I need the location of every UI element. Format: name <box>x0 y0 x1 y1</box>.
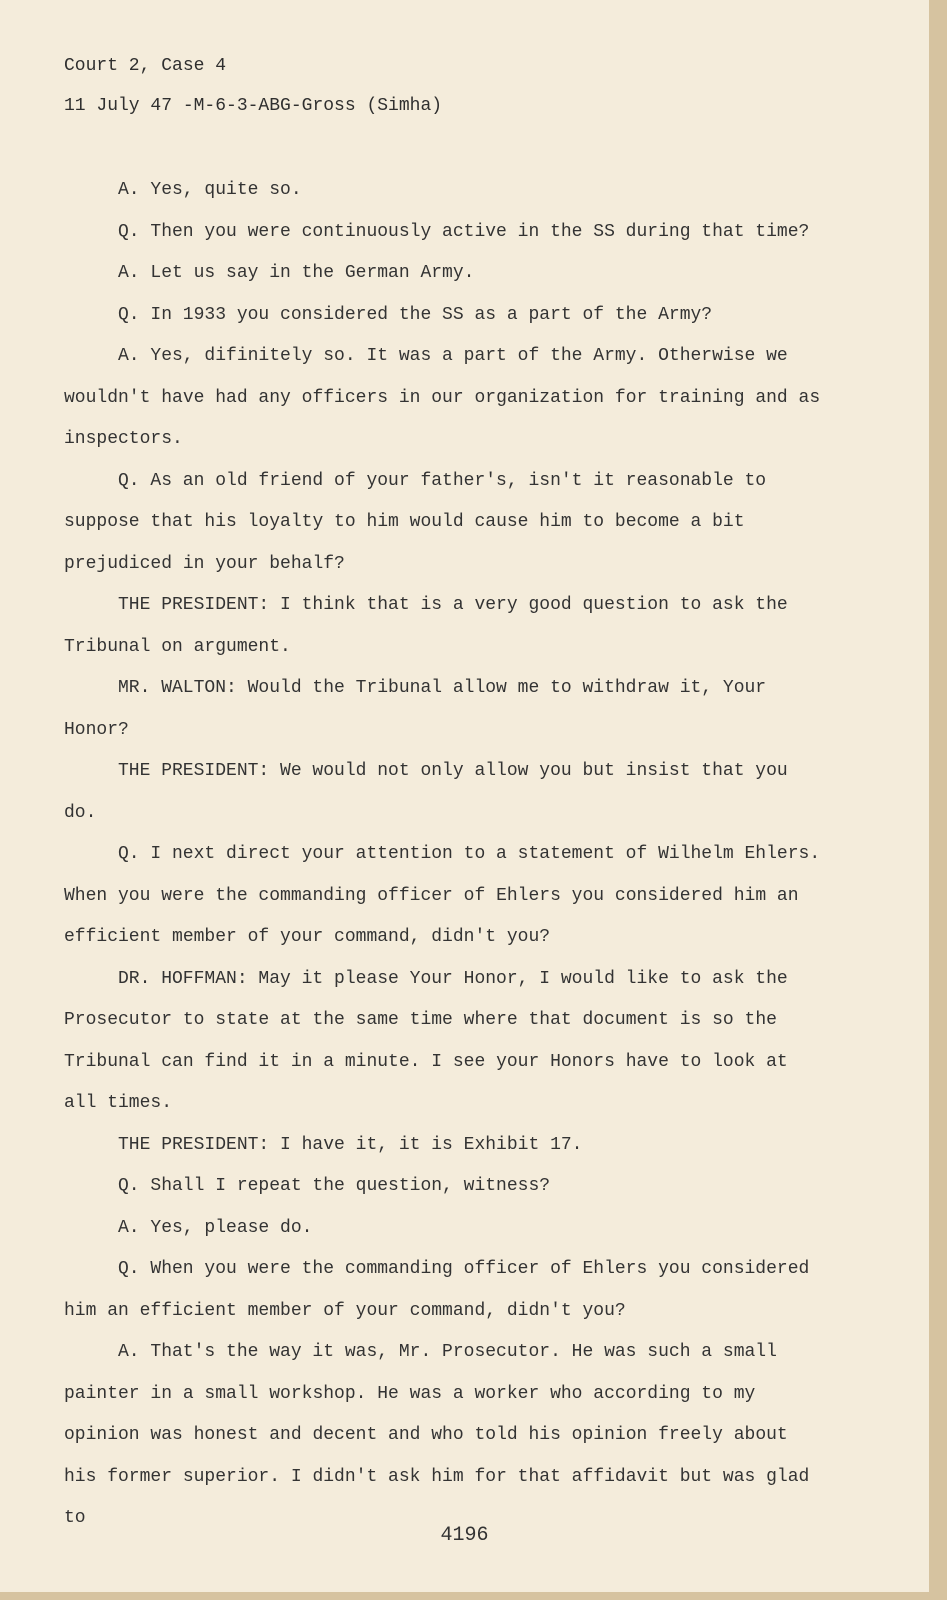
transcript-paragraph: Q. In 1933 you considered the SS as a part of the Army? <box>118 304 713 325</box>
transcript-paragraph: THE PRESIDENT: We would not only allow you but insist that you do. <box>64 761 788 823</box>
transcript-paragraph: A. Yes, please do. <box>118 1217 313 1238</box>
transcript-paragraph: Q. Shall I repeat the question, witness? <box>118 1176 551 1196</box>
transcript-paragraph: THE PRESIDENT: I have it, it is Exhibit 17. <box>118 1134 583 1155</box>
transcript-paragraph: A. Yes, difinitely so. It was a part of the Army. Otherwise we wouldn't have had any officers in our organization for training and as inspectors. <box>64 346 821 449</box>
transcript-paragraph: THE PRESIDENT: I think that is a very good question to ask the Tribunal on argument. <box>64 595 788 657</box>
transcript-paragraph: A. Yes, quite so. <box>118 180 302 200</box>
session-header: 11 July 47 -M-6-3-ABG-Gross (Simha) <box>64 96 443 116</box>
transcript-paragraph: DR. HOFFMAN: May it please Your Honor, I would like to ask the Prosecutor to state at the same time where that document is so the Tribunal can find it in a minute. I see your Honors have to look at all times. <box>64 968 788 1113</box>
transcript-paragraph: A. That's the way it was, Mr. Prosecutor. He was such a small painter in a small workshop. He was a worker who according to my opinion was honest and decent and who told his opinion freely about his former superior. I didn't ask him for that affidavit but was glad to <box>64 1342 810 1528</box>
transcript-paragraph: Q. Then you were continuously active in the SS during that time? <box>118 221 810 242</box>
transcript-paragraph: Q. As an old friend of your father's, isn't it reasonable to suppose that his loyalty to him would cause him to become a bit prejudiced in your behalf? <box>64 470 767 574</box>
case-header: Court 2, Case 4 <box>64 56 227 76</box>
transcript-paragraph: A. Let us say in the German Army. <box>118 263 475 283</box>
page-number: 4196 <box>440 1524 489 1547</box>
transcript-paragraph: Q. I next direct your attention to a statement of Wilhelm Ehlers. When you were the commanding officer of Ehlers you considered him an efficient member of your command, didn't you? <box>64 844 821 947</box>
transcript-paragraph: Q. When you were the commanding officer of Ehlers you considered him an efficient member of your command, didn't you? <box>64 1259 810 1321</box>
transcript-body <box>64 170 824 1540</box>
transcript-paragraph: MR. WALTON: Would the Tribunal allow me to withdraw it, Your Honor? <box>64 678 767 740</box>
